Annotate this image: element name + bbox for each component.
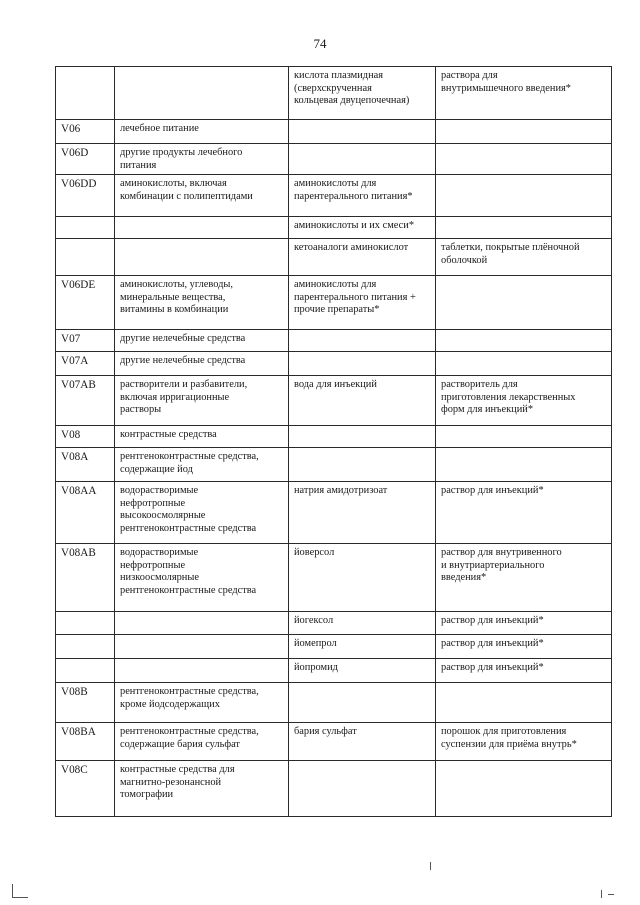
name-cell [115,239,289,276]
code-cell: V08A [56,448,115,482]
dosage-form-cell [436,276,612,330]
dosage-form-cell [436,175,612,217]
table-row [56,330,612,352]
name-cell: аминокислоты, углеводы, минеральные вещества, витамины в комбинации [115,276,289,330]
substance-cell [289,448,436,482]
substance-cell: йомепрол [289,635,436,659]
dosage-form-cell: раствор для инъекций* [436,635,612,659]
dosage-form-cell [436,352,612,376]
dosage-form-cell: раствор для инъекций* [436,612,612,635]
code-cell [56,67,115,120]
scan-mark [12,897,28,898]
code-cell: V06 [56,120,115,144]
code-cell [56,217,115,239]
table-row [56,612,612,635]
dosage-form-cell: растворитель для приготовления лекарственных форм для инъекций* [436,376,612,426]
substance-cell: натрия амидотризоат [289,482,436,544]
dosage-form-cell [436,217,612,239]
table-row [56,635,612,659]
scan-mark [608,894,614,895]
substance-cell [289,683,436,723]
substance-cell: вода для инъекций [289,376,436,426]
substance-cell: аминокислоты и их смеси* [289,217,436,239]
table-row [56,67,612,120]
dosage-form-cell [436,144,612,175]
substance-cell [289,761,436,817]
table-row [56,239,612,276]
code-cell: V08B [56,683,115,723]
dosage-form-cell [436,426,612,448]
code-cell: V08AB [56,544,115,612]
name-cell [115,67,289,120]
scan-mark [601,890,602,898]
name-cell: водорастворимые нефротропные высокоосмолярные рентгеноконтрастные средства [115,482,289,544]
table-row [56,482,612,544]
table-row [56,761,612,817]
code-cell [56,612,115,635]
code-cell: V08AA [56,482,115,544]
name-cell: рентгеноконтрастные средства, содержащие бария сульфат [115,723,289,761]
table-row [56,120,612,144]
name-cell: контрастные средства для магнитно-резонансной томографии [115,761,289,817]
name-cell: растворители и разбавители, включая ирригационные растворы [115,376,289,426]
substance-cell [289,426,436,448]
name-cell: лечебное питание [115,120,289,144]
code-cell [56,659,115,683]
dosage-form-cell: таблетки, покрытые плёночной оболочкой [436,239,612,276]
table-row [56,144,612,175]
table-row [56,659,612,683]
dosage-form-cell [436,761,612,817]
code-cell [56,239,115,276]
substance-cell [289,352,436,376]
dosage-form-cell: раствора для внутримышечного введения* [436,67,612,120]
substance-cell: аминокислоты для парентерального питания + прочие препараты* [289,276,436,330]
name-cell: аминокислоты, включая комбинации с полипептидами [115,175,289,217]
table-row [56,683,612,723]
dosage-form-cell [436,683,612,723]
code-cell [56,635,115,659]
name-cell: контрастные средства [115,426,289,448]
code-cell: V06DE [56,276,115,330]
table-row [56,426,612,448]
name-cell: водорастворимые нефротропные низкоосмолярные рентгеноконтрастные средства [115,544,289,612]
substance-cell: йопромид [289,659,436,683]
code-cell: V07 [56,330,115,352]
name-cell: другие нелечебные средства [115,330,289,352]
dosage-form-cell [436,330,612,352]
substance-cell [289,120,436,144]
dosage-form-cell: раствор для инъекций* [436,482,612,544]
table-row [56,723,612,761]
code-cell: V08BA [56,723,115,761]
scan-mark [430,862,431,870]
table-row [56,448,612,482]
name-cell [115,612,289,635]
name-cell: другие нелечебные средства [115,352,289,376]
dosage-form-cell: раствор для внутривенного и внутриартериального введения* [436,544,612,612]
table-row [56,352,612,376]
scan-mark [12,884,13,898]
code-cell: V08 [56,426,115,448]
substance-cell: аминокислоты для парентерального питания* [289,175,436,217]
substance-cell [289,144,436,175]
name-cell: другие продукты лечебного питания [115,144,289,175]
dosage-form-cell [436,448,612,482]
code-cell: V06DD [56,175,115,217]
table-row [56,544,612,612]
dosage-form-cell: порошок для приготовления суспензии для приёма внутрь* [436,723,612,761]
substance-cell: кетоаналоги аминокислот [289,239,436,276]
substance-cell: йоверсол [289,544,436,612]
substance-cell: йогексол [289,612,436,635]
name-cell [115,659,289,683]
code-cell: V08C [56,761,115,817]
table-row [56,217,612,239]
code-cell: V07AB [56,376,115,426]
name-cell: рентгеноконтрастные средства, содержащие йод [115,448,289,482]
code-cell: V07A [56,352,115,376]
page-number: 74 [313,36,327,51]
substance-cell: кислота плазмидная (сверхскрученная кольцевая двуцепочечная) [289,67,436,120]
code-cell: V06D [56,144,115,175]
table-row [56,376,612,426]
dosage-form-cell: раствор для инъекций* [436,659,612,683]
name-cell [115,217,289,239]
substance-cell: бария сульфат [289,723,436,761]
table-row [56,276,612,330]
substance-cell [289,330,436,352]
name-cell [115,635,289,659]
drug-classification-table [55,66,612,817]
name-cell: рентгеноконтрастные средства, кроме йодсодержащих [115,683,289,723]
dosage-form-cell [436,120,612,144]
table-row [56,175,612,217]
